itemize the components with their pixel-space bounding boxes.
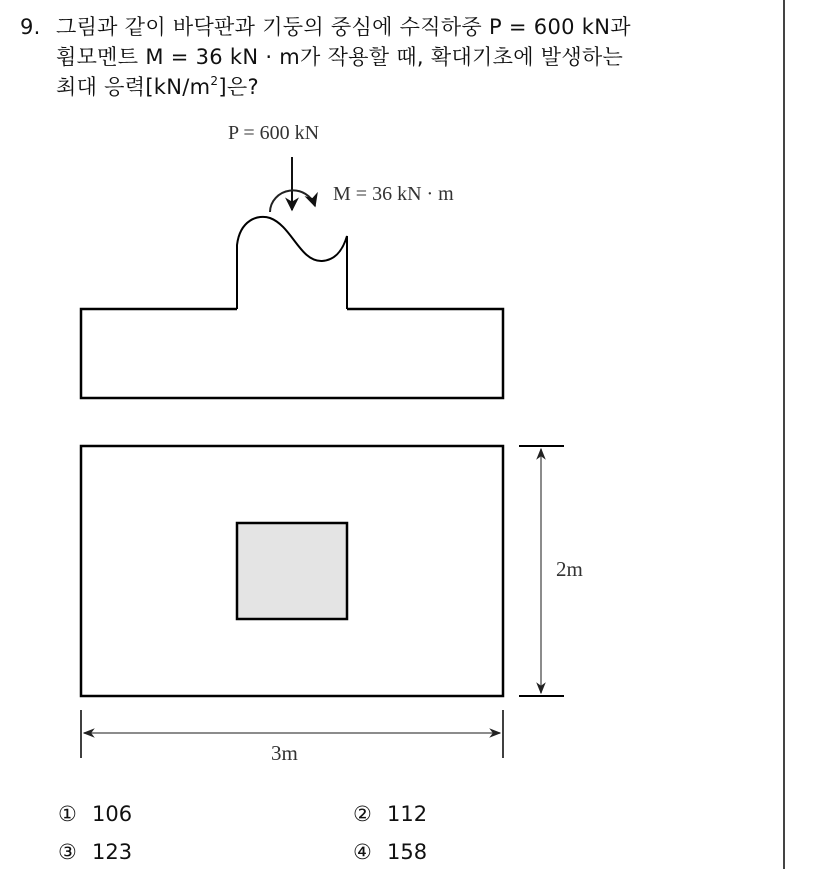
height-label: 2m [556,557,583,581]
question-line-2: 휨모멘트 M = 36 kN · m가 작용할 때, 확대기초에 발생하는 [56,45,624,69]
footing-elevation [81,217,503,398]
answer-choices [58,795,658,871]
load-label: P = 600 kN [228,122,320,144]
question-line-3: 최대 응력$[kN/m^2]$은? [56,74,259,99]
footing-plan [81,446,503,696]
question-number: 9. [20,15,41,39]
moment-label: M = 36 kN · m [333,183,454,205]
choice-3[interactable]: ③ 123 [58,840,133,864]
choice-2[interactable]: ② 112 [353,802,428,826]
choice-1[interactable]: ① 106 [58,802,133,826]
column-section [237,523,347,619]
choice-4[interactable]: ④ 158 [353,840,428,864]
width-label: 3m [271,741,298,765]
question-line-1: 9. 그림과 같이 바닥판과 기둥의 중심에 수직하중 P = 600 kN과 [20,12,760,42]
